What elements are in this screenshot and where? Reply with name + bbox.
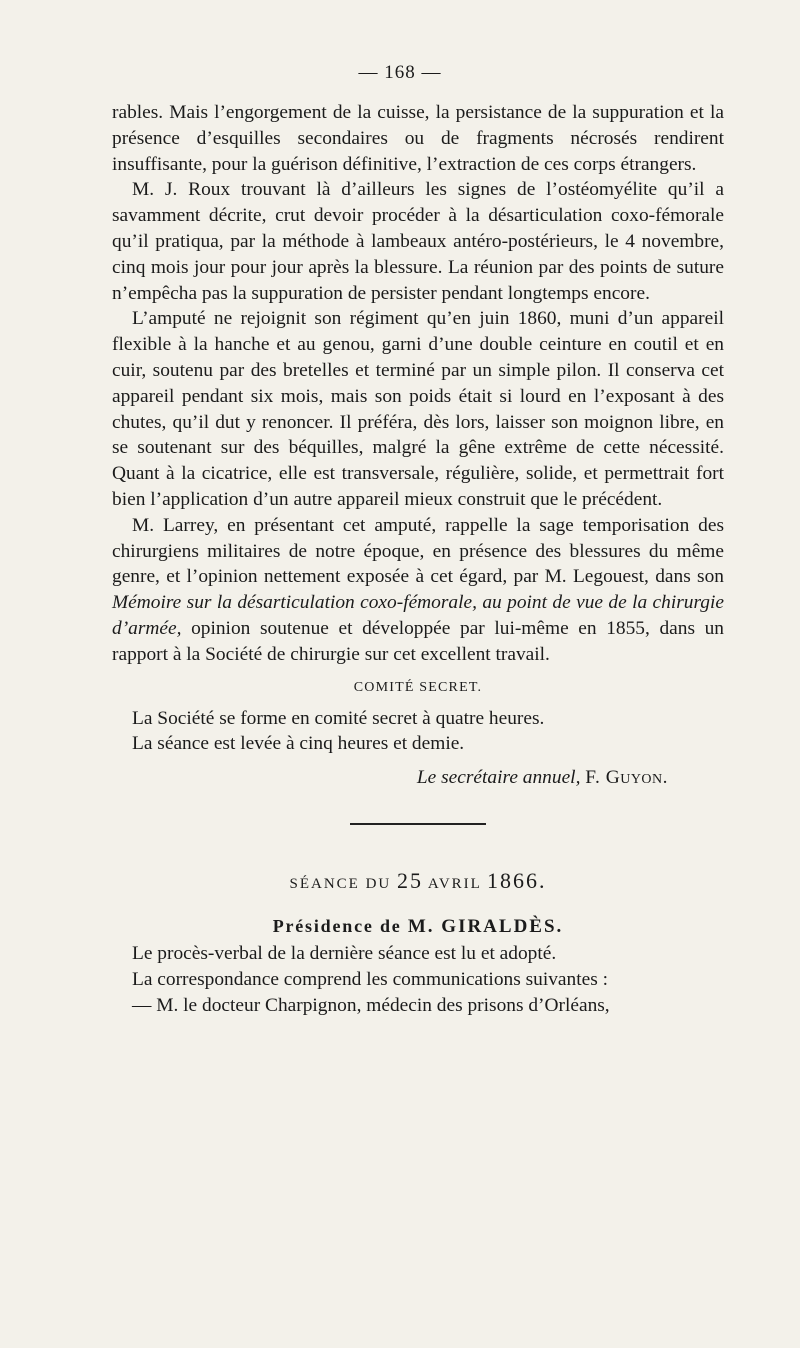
page-number: — 168 —: [358, 62, 442, 83]
correspondance-line: La correspondance comprend les communications suivantes :: [132, 968, 608, 990]
larrey-text-end: opinion soutenue et développée par lui-même en 1855, dans un rapport à la Société de chirurgie sur cet excellent travail.: [112, 617, 724, 665]
larrey-text-start: M. Larrey, en présentant cet amputé, rappelle la sage temporisation des chirurgiens militaires de notre époque, en présence des blessures du même genre, et l’opinion nettement exposée à cet égard, par M. Legouest, dans son: [112, 514, 724, 588]
charpignon-line: — M. le docteur Charpignon, médecin des prisons d’Orléans,: [132, 994, 610, 1016]
comite-line-1: La Société se forme en comité secret à quatre heures.: [132, 707, 545, 729]
memoire-title: Mémoire sur la désarticulation coxo-fémorale, au point de vue de la chirurgie d’armée,: [112, 592, 724, 639]
page-body: [112, 100, 724, 1018]
seance-year: 1866.: [487, 867, 547, 893]
comite-secret-heading: COMITÉ SECRET.: [353, 679, 483, 695]
comite-line-2: La séance est levée à cinq heures et demie.: [132, 733, 465, 755]
paragraph-larrey: [112, 513, 724, 668]
paragraph-ampute: L’amputé ne rejoignit son régiment qu’en juin 1860, muni d’un appareil flexible à la hanche et au genou, garni d’une double ceinture en coutil et en cuir, soutenu par des bretelles et terminé par un simple pilon. Il conserva cet appareil pendant six mois, mais son poids était si lourd en l’exposant à des chutes, qu’il dut y renoncer. Il préféra, dès lors, laisser son moignon libre, en se soutenant sur des béquilles, malgré la gêne extrême de cette nécessité. Quant à la cicatrice, elle est transversale, régulière, solide, et permettrait fort bien l’application d’un autre appareil mieux construit que le précédent.: [112, 308, 724, 510]
seance-heading: [112, 867, 724, 898]
presidence-prefix: Présidence de: [272, 915, 408, 936]
paragraph-continuation: rables. Mais l’engorgement de la cuisse, la persistance de la suppuration et la présence d’esquilles secondaires ou de fragments nécrosés rendirent insuffisante, pour la guérison définitive, l’extraction de ces corps étrangers.: [112, 102, 724, 175]
seance-prefix: SÉANCE DU: [289, 875, 397, 892]
president-name: M. GIRALDÈS.: [407, 915, 564, 937]
section-divider: [350, 823, 486, 825]
signature: [112, 765, 724, 791]
seance-month: AVRIL: [423, 875, 488, 892]
proces-verbal-line: Le procès-verbal de la dernière séance est lu et adopté.: [132, 942, 557, 964]
signature-title: Le secrétaire annuel,: [416, 767, 581, 789]
presidence-heading: [112, 912, 724, 941]
signature-name: F. Guyon.: [585, 767, 668, 789]
seance-day: 25: [397, 867, 423, 893]
paragraph-roux: M. J. Roux trouvant là d’ailleurs les signes de l’ostéomyélite qu’il a savamment décrite, crut devoir procéder à la désarticulation coxo-fémorale qu’il pratiqua, par la méthode à lambeaux antéro-postérieurs, le 4 novembre, cinq mois jour pour jour après la blessure. La réunion par des points de suture n’empêcha pas la suppuration de persister pendant longtemps encore.: [112, 179, 724, 304]
